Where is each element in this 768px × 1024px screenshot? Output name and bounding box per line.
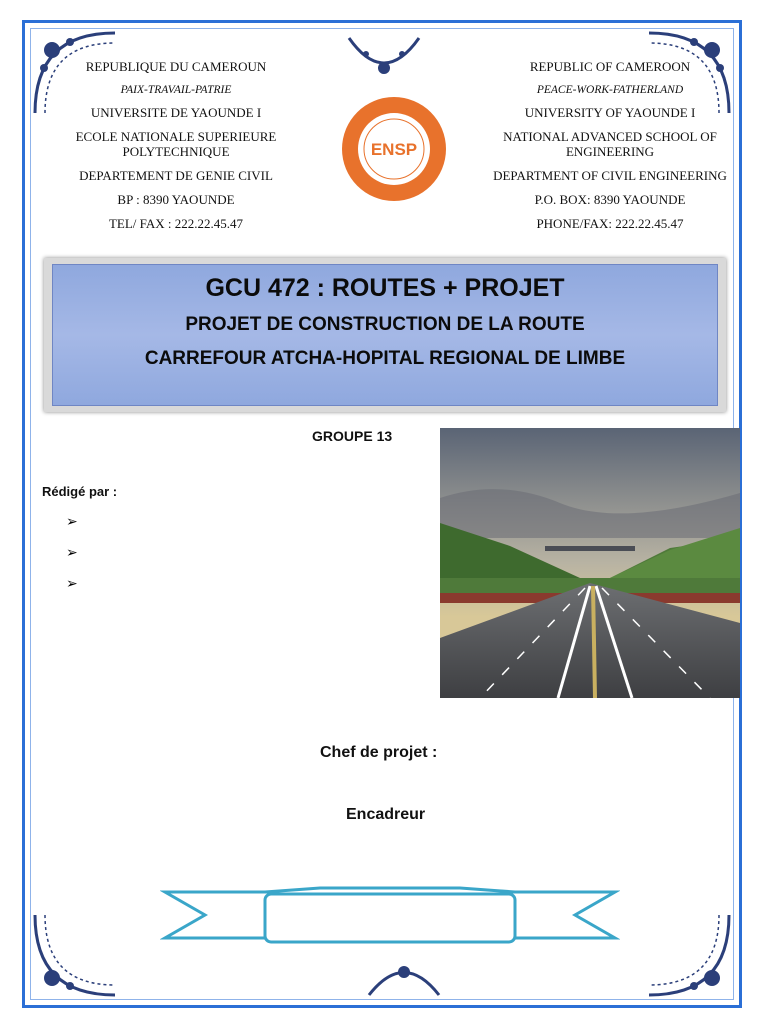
department-en: DEPARTMENT OF CIVIL ENGINEERING [493,167,727,183]
top-center-ornament [344,28,424,88]
school-en: NATIONAL ADVANCED SCHOOL OF ENGINEERING [503,129,717,160]
country-fr: REPUBLIQUE DU CAMEROUN [85,59,267,74]
road-photo [440,428,740,698]
ensp-logo [340,95,448,203]
school-fr: ECOLE NATIONALE SUPERIEURE POLYTECHNIQUE [75,129,277,160]
corner-ornament-bottom-right [644,910,734,1000]
university-fr: UNIVERSITE DE YAOUNDE I [90,105,262,121]
po-box-en: P.O. BOX: 8390 YAOUNDE [534,191,686,207]
project-title-line2: CARREFOUR ATCHA-HOPITAL REGIONAL DE LIMBE [144,348,626,369]
title-box [44,258,726,412]
bottom-banner [160,880,620,950]
department-fr: DEPARTEMENT DE GENIE CIVIL [79,167,273,183]
bottom-center-ornament [364,950,444,1000]
header-right [480,60,740,241]
logo-text: ENSP [370,140,418,159]
country-en: REPUBLIC OF CAMEROON [529,59,691,74]
header-left [46,60,306,241]
university-en: UNIVERSITY OF YAOUNDE I [524,105,696,121]
project-lead-label: Chef de projet : [320,744,438,761]
tel-fr: TEL/ FAX : 222.22.45.47 [108,215,244,231]
course-title: GCU 472 : ROUTES + PROJET [205,274,565,302]
project-title-line1: PROJET DE CONSTRUCTION DE LA ROUTE [185,314,585,335]
title-panel [52,264,718,406]
author-bullet-2: ➢ [66,545,78,561]
written-by-label: Rédigé par : [42,484,118,499]
group-label: GROUPE 13 [312,428,393,444]
motto-fr: PAIX-TRAVAIL-PATRIE [120,83,232,96]
motto-en: PEACE-WORK-FATHERLAND [536,83,684,96]
supervisor-label: Encadreur [346,806,426,823]
author-bullet-1: ➢ [66,514,78,530]
corner-ornament-bottom-left [30,910,120,1000]
author-bullet-3: ➢ [66,576,78,592]
bp-fr: BP : 8390 YAOUNDE [117,191,235,207]
phone-en: PHONE/FAX: 222.22.45.47 [536,215,684,231]
